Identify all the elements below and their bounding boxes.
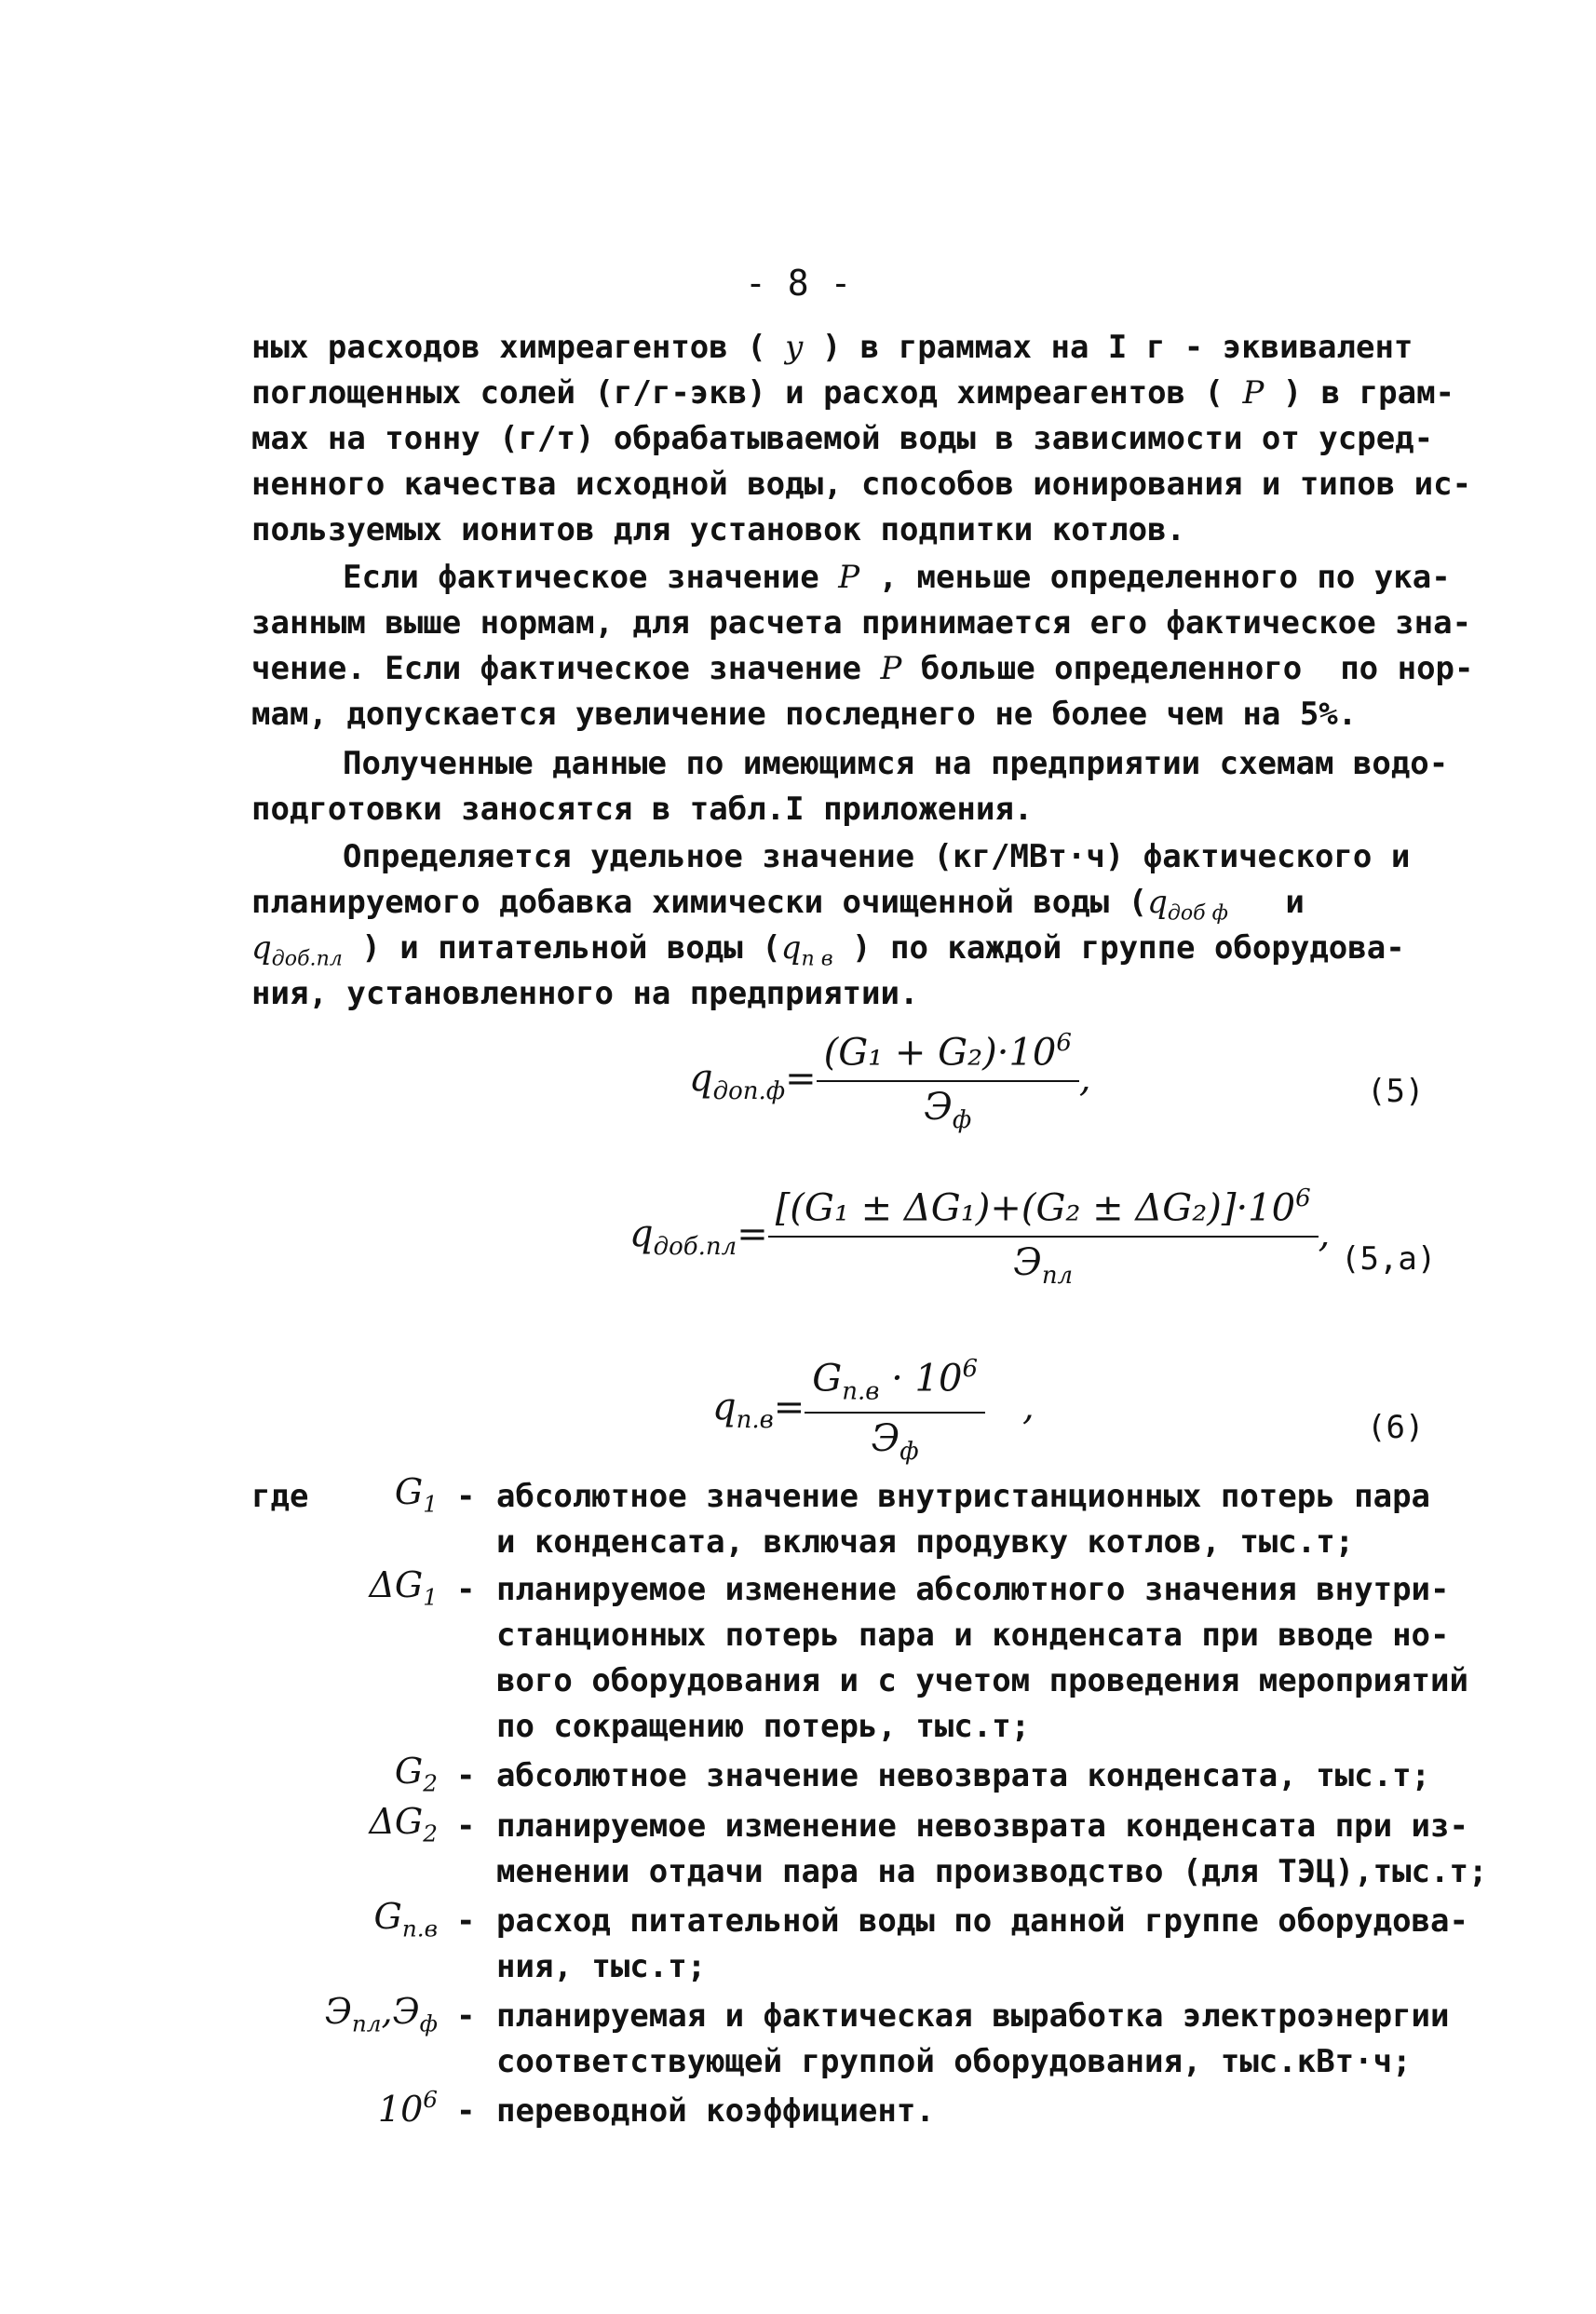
formula-5	[689, 1029, 1091, 1134]
denominator-text: Э	[924, 1085, 953, 1129]
text-span: ных расходов химреагентов (	[251, 329, 786, 366]
text-line: подготовки заносятся в табл.I приложения.	[251, 791, 1034, 828]
text-span: больше определенного по нор-	[901, 650, 1474, 687]
definition-dash: -	[456, 1478, 476, 1515]
definition-line: ния, тыс.т;	[496, 1948, 707, 1985]
text-line: Определяется удельное значение (кг/МВт·ч) фактического и	[343, 838, 1411, 875]
exponent: 6	[1295, 1184, 1311, 1212]
definition-line: абсолютное значение внутристанционных потерь пара	[496, 1478, 1431, 1515]
text-line	[251, 884, 1305, 932]
definition-symbol	[270, 1564, 438, 1611]
formula-comma: ,	[1318, 1212, 1331, 1256]
where-label: где	[251, 1478, 309, 1515]
fraction	[805, 1355, 985, 1466]
text-line: пользуемых ионитов для установок подпитки котлов.	[251, 511, 1186, 548]
symbol-letter: ΔG	[369, 1801, 424, 1842]
formula-comma: ,	[1078, 1057, 1091, 1101]
symbol-subscript: п в	[801, 946, 833, 971]
fraction	[817, 1029, 1079, 1134]
numerator-subscript: п.в	[842, 1377, 880, 1406]
text-line: занным выше нормам, для расчета принимается его фактическое зна-	[251, 604, 1472, 642]
equals-sign: =	[737, 1212, 768, 1256]
symbol-p: P	[880, 650, 902, 687]
definition-dash: -	[456, 1807, 476, 1845]
symbol-subscript: п.в	[401, 1915, 438, 1942]
symbol-letter: q	[1147, 884, 1168, 921]
text-span: ) в грам-	[1264, 374, 1455, 412]
definition-line: абсолютное значение невозврата конденсата, тыс.т;	[496, 1757, 1431, 1794]
numerator-text: G	[812, 1357, 843, 1401]
numerator-text: [(G₁ ± ΔG₁)+(G₂ ± ΔG₂)]·10	[775, 1186, 1296, 1230]
text-span: , меньше определенного по ука-	[859, 559, 1451, 596]
text-span: ) и питательной воды (	[342, 929, 781, 967]
numerator-text: (G₁ + G₂)·10	[823, 1031, 1057, 1075]
symbol-letter: G	[373, 1896, 402, 1937]
text-line: ния, установленного на предприятии.	[251, 975, 919, 1012]
symbol-subscript: 2	[423, 1820, 438, 1847]
symbol-q	[780, 929, 833, 971]
equation-number: (6)	[1367, 1409, 1425, 1446]
numerator	[817, 1029, 1079, 1082]
exponent: 6	[962, 1355, 978, 1383]
text-line: мам, допускается увеличение последнего не более чем на 5%.	[251, 696, 1358, 733]
numerator-text: · 10	[879, 1357, 963, 1401]
definition-dash: -	[456, 1571, 476, 1608]
denominator-subscript: пл	[1041, 1261, 1074, 1290]
definition-dash: -	[456, 1902, 476, 1940]
definition-symbol	[270, 1896, 438, 1942]
text-line: мах на тонну (г/т) обрабатываемой воды в зависимости от усред-	[251, 420, 1434, 457]
symbol-subscript: 1	[423, 1583, 438, 1611]
symbol-subscript: ф	[419, 2010, 438, 2037]
exponent: 6	[1056, 1029, 1072, 1057]
formula-subscript: доп.ф	[712, 1077, 786, 1106]
denominator-subscript: ф	[952, 1105, 972, 1134]
formula-lhs	[712, 1386, 774, 1435]
equation-number: (5)	[1367, 1073, 1425, 1110]
denominator-text: Э	[1013, 1240, 1042, 1284]
symbol-p: P	[838, 559, 860, 596]
definition-dash: -	[456, 1757, 476, 1794]
definition-symbol	[270, 1471, 438, 1518]
equals-sign: =	[773, 1386, 805, 1429]
text-line	[251, 650, 1474, 687]
text-line	[251, 374, 1454, 412]
definition-line: соответствующей группой оборудования, тыс.кВт·ч;	[496, 2043, 1412, 2080]
symbol-subscript: доб.пл	[271, 946, 343, 971]
symbol-q	[251, 929, 343, 971]
text-span: Если фактическое значение	[343, 559, 839, 596]
numerator	[768, 1184, 1319, 1238]
text-span: ) по каждой группе оборудова-	[832, 929, 1405, 967]
formula-letter: q	[629, 1212, 654, 1256]
text-line: ненного качества исходной воды, способов ионирования и типов ис-	[251, 466, 1472, 503]
equals-sign: =	[785, 1057, 817, 1101]
symbol-letter: G	[394, 1751, 424, 1792]
definition-line: вого оборудования и с учетом проведения мероприятий	[496, 1662, 1468, 1699]
definition-line: планируемое изменение невозврата конденсата при из-	[496, 1807, 1468, 1845]
symbol-letter: q	[251, 929, 272, 967]
definition-line: планируемое изменение абсолютного значения внутри-	[496, 1571, 1450, 1608]
definition-symbol	[270, 1751, 438, 1797]
text-span: ) в граммах на I г - эквивалент	[803, 329, 1413, 366]
definition-line: и конденсата, включая продувку котлов, тыс.т;	[496, 1523, 1355, 1561]
page-number: - 8 -	[745, 263, 852, 304]
formula-comma: ,	[1021, 1386, 1035, 1429]
definition-line: расход питательной воды по данной группе оборудова-	[496, 1902, 1468, 1940]
text-span: и	[1227, 884, 1305, 921]
formula-5a	[629, 1184, 1330, 1290]
text-line	[343, 559, 1451, 596]
symbol-exponent: 6	[423, 2086, 438, 2113]
equation-number: (5,а)	[1341, 1240, 1437, 1278]
symbol-subscript: доб ф	[1167, 900, 1228, 926]
definition-line: менении отдачи пара на производство (для ТЭЦ),тыс.т;	[496, 1853, 1488, 1890]
fraction	[768, 1184, 1319, 1290]
definition-line: переводной коэффициент.	[496, 2092, 935, 2130]
symbol-letter: 10	[377, 2088, 424, 2130]
symbol-letter: q	[780, 929, 802, 967]
definition-symbol	[270, 1801, 438, 1847]
denominator	[872, 1414, 919, 1466]
text-line	[251, 329, 1413, 366]
definition-symbol	[270, 2086, 438, 2130]
formula-6	[712, 1355, 1035, 1466]
symbol-letter: ,Э	[381, 1991, 420, 2032]
text-line: Полученные данные по имеющимся на предприятии схемам водо-	[343, 745, 1449, 782]
definition-line: планируемая и фактическая выработка электроэнергии	[496, 1997, 1450, 2035]
symbol-y: y	[785, 329, 804, 366]
denominator-text: Э	[871, 1416, 900, 1460]
symbol-letter: G	[394, 1471, 424, 1512]
symbol-subscript: 1	[423, 1490, 438, 1518]
numerator	[805, 1355, 985, 1414]
definition-line: станционных потерь пара и конденсата при вводе но-	[496, 1617, 1450, 1654]
text-span: чение. Если фактическое значение	[251, 650, 881, 687]
text-span: планируемого добавка химически очищенной воды (	[251, 884, 1148, 921]
definition-symbol	[270, 1991, 438, 2037]
definition-line: по сокращению потерь, тыс.т;	[496, 1708, 1031, 1745]
denominator	[1013, 1238, 1073, 1290]
formula-subscript: доб.пл	[653, 1233, 737, 1262]
formula-subscript: п.в	[736, 1406, 774, 1435]
formula-lhs	[689, 1057, 786, 1106]
definition-dash: -	[456, 2092, 476, 2130]
formula-letter: q	[712, 1386, 737, 1429]
symbol-subscript: 2	[423, 1769, 438, 1797]
symbol-letter: Э	[324, 1991, 352, 2032]
denominator	[924, 1082, 971, 1134]
formula-lhs	[629, 1212, 737, 1262]
symbol-letter: ΔG	[369, 1564, 424, 1605]
formula-letter: q	[689, 1057, 713, 1101]
symbol-q	[1147, 884, 1228, 926]
text-line	[251, 929, 1405, 978]
text-span: поглощенных солей (г/г-экв) и расход химреагентов (	[251, 374, 1243, 412]
definition-dash: -	[456, 1997, 476, 2035]
symbol-p: P	[1242, 374, 1265, 412]
denominator-subscript: ф	[899, 1437, 919, 1466]
symbol-subscript: пл	[351, 2010, 382, 2037]
